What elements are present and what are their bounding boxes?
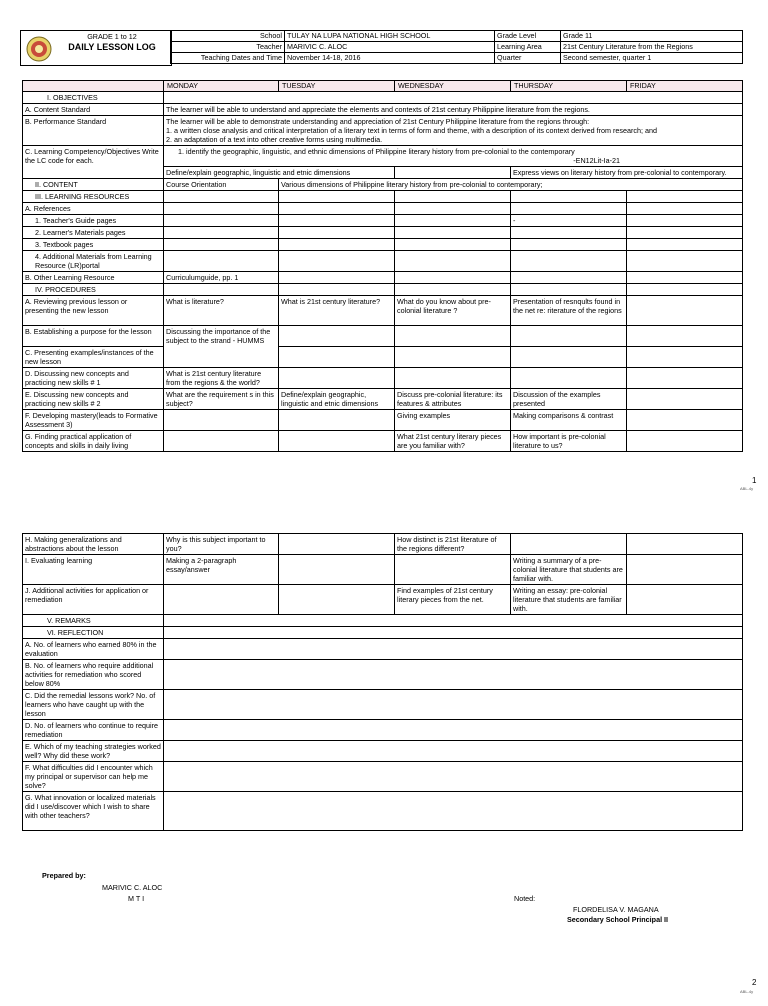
header-info-table (170, 30, 743, 64)
reflection-answer (164, 762, 743, 792)
procedure-label: E. Discussing new concepts and practicing new skills # 2 (23, 389, 164, 410)
competency-main (164, 146, 743, 167)
school-label: School (171, 31, 285, 42)
reflection-answer (164, 639, 743, 660)
competency-code: -EN12Lit-Ia-21 (573, 156, 620, 165)
page-number-2: 2 (752, 978, 757, 987)
competency-thu-fri: Express views on literary history from pre-colonial to contemporary. (511, 167, 743, 179)
lesson-log-table-page2 (22, 533, 743, 831)
procedure-label: F. Developing mastery(leads to Formative Assessment 3) (23, 410, 164, 431)
reflection-answer (164, 720, 743, 741)
procedure-row (23, 410, 743, 431)
reflection-item: B. No. of learners who require additional activities for remediation who scored below 80% (23, 660, 164, 690)
teacher-label: Teacher (171, 42, 285, 53)
procedure-fri (627, 389, 743, 410)
dates-label: Teaching Dates and Time (171, 53, 285, 64)
procedure-thu (511, 368, 627, 389)
reflection-answer (164, 690, 743, 720)
procedure-wed: Discuss pre-colonial literature: its features & attributes (395, 389, 511, 410)
procedures-heading: IV. PROCEDURES (23, 284, 164, 296)
procedure-fri (627, 555, 743, 585)
page-number-1: 1 (752, 476, 757, 485)
content-standard-text: The learner will be able to understand and appreciate the elements and contexts of 21st century Philippine literature from the regions. (164, 104, 743, 116)
deped-seal-icon (26, 36, 52, 62)
remarks-blank (164, 615, 743, 627)
procedure-thu: Discussion of the examples presented (511, 389, 627, 410)
procedure-mon: Discussing the importance of the subject to the strand - HUMMS (164, 326, 279, 368)
content-rest: Various dimensions of Philippine literary history from pre-colonial to contemporary; (279, 179, 743, 191)
competency-main-text: 1. identify the geographic, linguistic, and ethnic dimensions of Philippine literary history from pre-colonial to the contemporary (178, 147, 575, 156)
procedure-thu: How important is pre-colonial literature to us? (511, 431, 627, 452)
references-label: A. References (23, 203, 164, 215)
procedure-row (23, 534, 743, 555)
procedure-wed: What do you know about pre-colonial literature ? (395, 296, 511, 326)
procedure-fri (627, 585, 743, 615)
grade-level-label: Grade Level (495, 31, 561, 42)
procedure-row (23, 368, 743, 389)
procedure-wed (395, 347, 511, 368)
learning-area-label: Learning Area (495, 42, 561, 53)
procedure-tue (279, 534, 395, 555)
performance-standard-label: B. Performance Standard (23, 116, 164, 146)
content-mon: Course Orientation (164, 179, 279, 191)
procedure-tue (279, 585, 395, 615)
procedure-fri (627, 410, 743, 431)
tg-pages-thu: - (511, 215, 627, 227)
procedure-wed (395, 326, 511, 347)
page-code-2: ABL-4y (740, 989, 754, 994)
procedure-wed: How distinct is 21st literature of the regions different? (395, 534, 511, 555)
preparer-name: MARIVIC C. ALOC (102, 883, 163, 892)
remarks-heading: V. REMARKS (23, 615, 164, 627)
procedure-thu (511, 347, 627, 368)
procedure-tue (279, 555, 395, 585)
procedure-row (23, 389, 743, 410)
page-code-1: ABL-4y (740, 486, 754, 491)
day-header-wednesday: WEDNESDAY (395, 81, 511, 92)
day-header-thursday: THURSDAY (511, 81, 627, 92)
procedure-mon: What are the requirement s in this subject? (164, 389, 279, 410)
procedure-row (23, 585, 743, 615)
reflection-heading: VI. REFLECTION (23, 627, 164, 639)
procedure-mon (164, 410, 279, 431)
procedure-tue (279, 347, 395, 368)
prepared-by-label: Prepared by: (42, 871, 86, 880)
procedure-thu (511, 326, 627, 347)
reflection-item: C. Did the remedial lessons work? No. of learners who have caught up with the lesson (23, 690, 164, 720)
performance-standard-line-3: 2. an adaptation of a text into other creative forms using multimedia. (166, 135, 383, 144)
lesson-log-table-page1 (22, 80, 743, 452)
procedure-row (23, 555, 743, 585)
school-value: TULAY NA LUPA NATIONAL HIGH SCHOOL (285, 31, 495, 42)
procedure-fri (627, 296, 743, 326)
procedure-fri (627, 431, 743, 452)
procedure-mon: What is literature? (164, 296, 279, 326)
reflection-item: G. What innovation or localized materials did I use/discover which I wish to share with other teachers? (23, 792, 164, 831)
procedure-tue (279, 368, 395, 389)
reflection-blank (164, 627, 743, 639)
procedure-label: I. Evaluating learning (23, 555, 164, 585)
procedure-label: G. Finding practical application of concepts and skills in daily living (23, 431, 164, 452)
procedure-fri (627, 534, 743, 555)
grade-range: GRADE 1 to 12 (87, 32, 137, 41)
procedure-thu: Presentation of resnqults found in the net re: riterature of the regions (511, 296, 627, 326)
procedure-mon (164, 585, 279, 615)
quarter-value: Second semester, quarter 1 (561, 53, 743, 64)
reflection-answer (164, 741, 743, 762)
reflection-item: A. No. of learners who earned 80% in the evaluation (23, 639, 164, 660)
procedure-fri (627, 368, 743, 389)
content-standard-label: A. Content Standard (23, 104, 164, 116)
procedure-label: B. Establishing a purpose for the lesson (23, 326, 164, 347)
procedure-thu: Writing an essay: pre-colonial literature that students are familiar with. (511, 585, 627, 615)
content-label: II. CONTENT (23, 179, 164, 191)
reflection-item: E. Which of my teaching strategies worked well? Why did these work? (23, 741, 164, 762)
other-resource-label: B. Other Learning Resource (23, 272, 164, 284)
principal-title: Secondary School Principal II (567, 915, 669, 924)
procedure-wed: Giving examples (395, 410, 511, 431)
reflection-answer (164, 660, 743, 690)
procedure-row (23, 431, 743, 452)
procedure-label: H. Making generalizations and abstractions about the lesson (23, 534, 164, 555)
procedure-wed (395, 555, 511, 585)
textbook-pages-label: 3. Textbook pages (23, 239, 164, 251)
procedure-wed (395, 368, 511, 389)
performance-standard-text (164, 116, 743, 146)
day-header-friday: FRIDAY (627, 81, 743, 92)
procedure-row (23, 296, 743, 326)
quarter-label: Quarter (495, 53, 561, 64)
procedure-tue: Define/explain geographic, linguistic and etnic dimensions (279, 389, 395, 410)
performance-standard-line-1: The learner will be able to demonstrate understanding and appreciation of 21st Century Philippine literature from the regions through: (166, 117, 590, 126)
procedure-fri (627, 326, 743, 347)
objectives-blank (164, 92, 743, 104)
procedure-label: D. Discussing new concepts and practicing new skills # 1 (23, 368, 164, 389)
procedure-row (23, 326, 743, 347)
day-header-blank (23, 81, 164, 92)
competency-label: C. Learning Competency/Objectives Write the LC code for each. (23, 146, 164, 179)
objectives-heading: I. OBJECTIVES (23, 92, 164, 104)
procedure-label: J. Additional activities for application or remediation (23, 585, 164, 615)
other-resource-mon: Curriculumguide, pp. 1 (164, 272, 279, 284)
preparer-title: M T I (128, 894, 145, 903)
learning-area-value: 21st Century Literature from the Regions (561, 42, 743, 53)
teacher-value: MARIVIC C. ALOC (285, 42, 495, 53)
dates-value: November 14-18, 2016 (285, 53, 495, 64)
learning-resources-heading: III. LEARNING RESOURCES (23, 191, 164, 203)
lm-pages-label: 2. Learner's Materials pages (23, 227, 164, 239)
procedure-wed: What 21st century literary pieces are you familiar with? (395, 431, 511, 452)
principal-name: FLORDELISA V. MAGANA (573, 905, 659, 914)
competency-wed (395, 167, 511, 179)
procedure-label: A. Reviewing previous lesson or presenting the new lesson (23, 296, 164, 326)
procedure-thu: Writing a summary of a pre-colonial literature that students are familiar with. (511, 555, 627, 585)
performance-standard-line-2: 1. a written close analysis and critical interpretation of a literary text in terms of form and theme, with a description of its context derived from research; and (166, 126, 657, 135)
procedure-mon: Making a 2-paragraph essay/answer (164, 555, 279, 585)
procedure-mon: What is 21st century literature from the regions & the world? (164, 368, 279, 389)
procedure-tue (279, 326, 395, 347)
day-header-monday: MONDAY (164, 81, 279, 92)
doc-title: DAILY LESSON LOG (68, 42, 156, 52)
procedure-tue (279, 431, 395, 452)
procedure-mon (164, 431, 279, 452)
procedure-thu (511, 534, 627, 555)
procedure-tue: What is 21st century literature? (279, 296, 395, 326)
procedure-mon: Why is this subject important to you? (164, 534, 279, 555)
tg-pages-label: 1. Teacher's Guide pages (23, 215, 164, 227)
procedure-fri (627, 347, 743, 368)
noted-label: Noted: (514, 894, 536, 903)
additional-materials-label: 4. Additional Materials from Learning Resource (LR)portal (23, 251, 164, 272)
procedure-wed: Find examples of 21st century literary pieces from the net. (395, 585, 511, 615)
competency-mon-tue: Define/explain geographic, linguistic and etnic dimensions (164, 167, 395, 179)
reflection-answer (164, 792, 743, 831)
day-header-tuesday: TUESDAY (279, 81, 395, 92)
procedure-thu: Making comparisons & contrast (511, 410, 627, 431)
reflection-item: D. No. of learners who continue to require remediation (23, 720, 164, 741)
procedure-label: C. Presenting examples/instances of the new lesson (23, 347, 164, 368)
grade-level-value: Grade 11 (561, 31, 743, 42)
procedure-tue (279, 410, 395, 431)
procedure-row (23, 347, 743, 368)
reflection-item: F. What difficulties did I encounter which my principal or supervisor can help me solve? (23, 762, 164, 792)
